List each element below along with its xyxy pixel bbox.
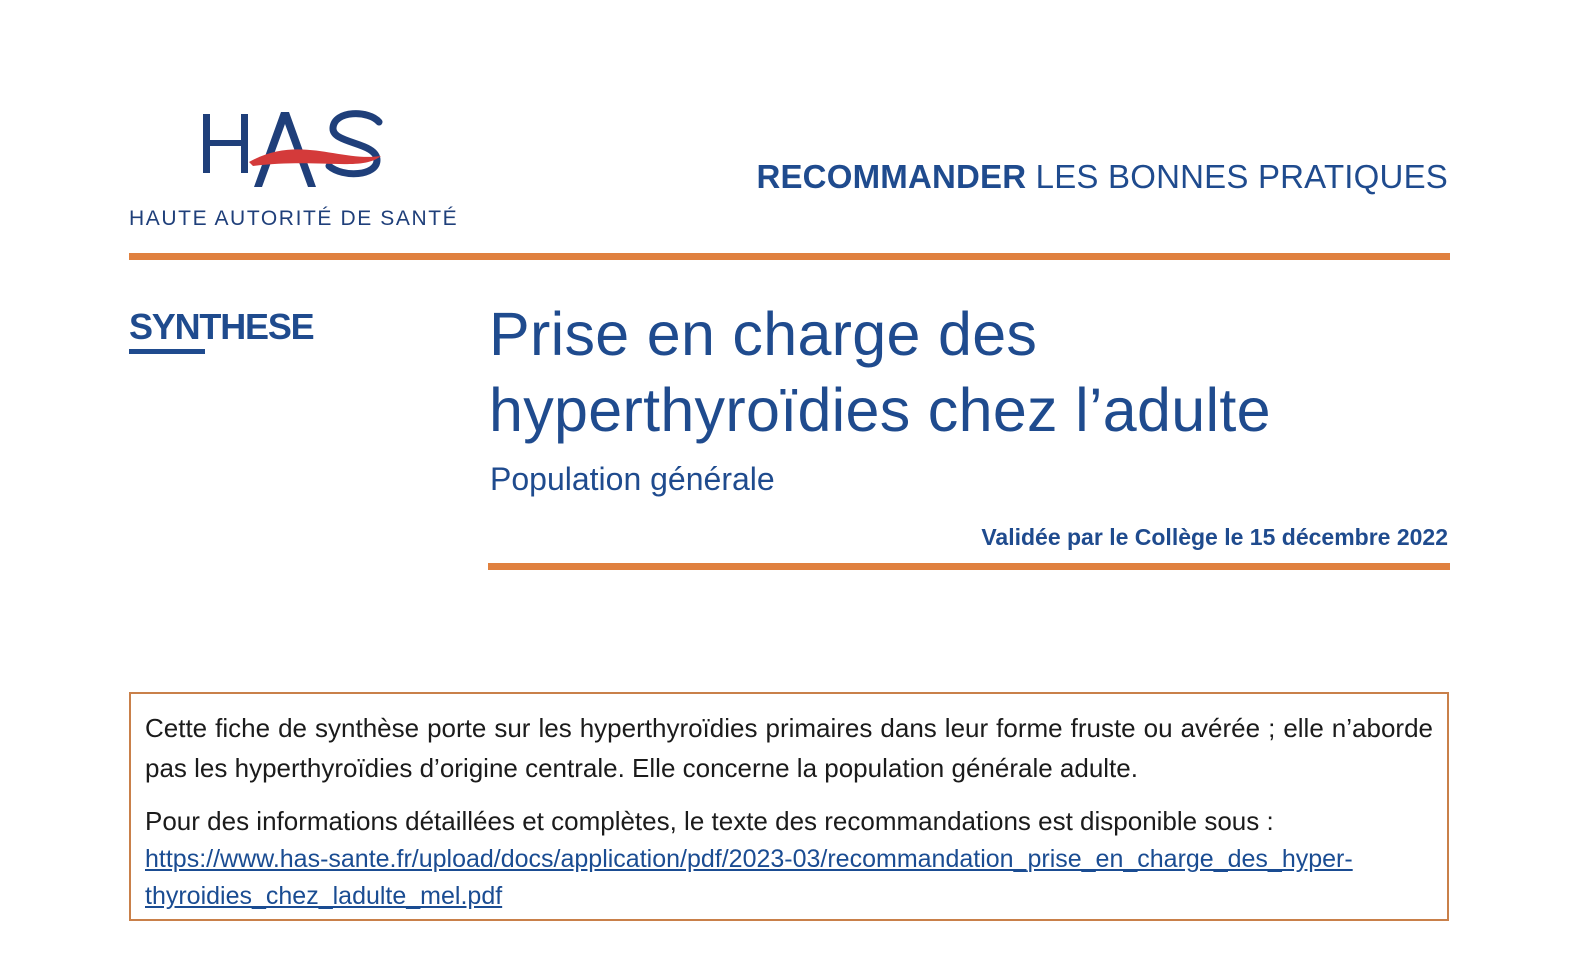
recommendation-pdf-link[interactable]	[145, 841, 1433, 915]
has-logo	[129, 100, 469, 240]
section-banner	[756, 158, 1448, 196]
title-line-2: hyperthyroïdies chez l’adulte	[489, 376, 1271, 444]
info-paragraph-scope: Cette fiche de synthèse porte sur les hyperthyroïdies primaires dans leur forme fruste ou avérée ; elle n’aborde pas les hyperthyroïdies d’origine centrale. Elle concerne la population générale adulte.	[145, 713, 1433, 783]
document-category: SYNTHESE	[129, 306, 314, 347]
banner-strong: RECOMMANDER	[756, 158, 1027, 195]
validation-date: Validée par le Collège le 15 décembre 2022	[981, 524, 1448, 550]
banner-rest: LES BONNES PRATIQUES	[1026, 158, 1448, 195]
link-line-2: thyroidies_chez_ladulte_mel.pdf	[145, 882, 503, 910]
header-divider	[129, 253, 1450, 260]
category-underline	[129, 349, 205, 354]
title-divider	[488, 563, 1450, 570]
page-subtitle: Population générale	[490, 461, 775, 497]
info-source-text: Pour des informations détaillées et complètes, le texte des recommandations est disponible sous :	[145, 806, 1274, 836]
info-box	[129, 692, 1449, 921]
title-line-1: Prise en charge des	[489, 300, 1038, 368]
has-logo-mark	[129, 100, 469, 200]
logo-subtitle: HAUTE AUTORITÉ DE SANTÉ	[129, 207, 459, 230]
link-line-1: https://www.has-sante.fr/upload/docs/application/pdf/2023-03/recommandation_prise_en_charge_des_hyper-	[145, 845, 1353, 873]
page-title	[489, 296, 1449, 448]
info-paragraph-source	[145, 801, 1433, 915]
